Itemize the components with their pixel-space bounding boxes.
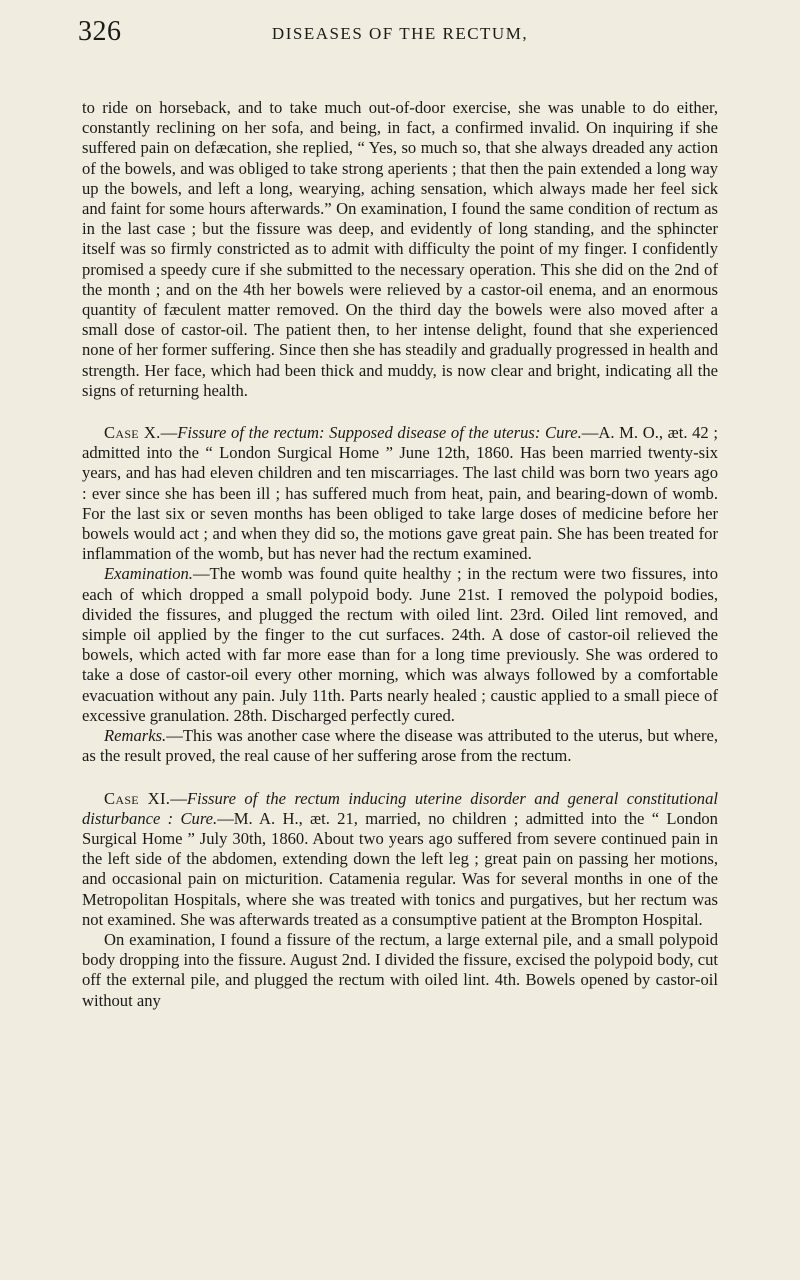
examination-label: Examination.	[104, 564, 193, 584]
case-x-text: —A. M. O., æt. 42 ; admitted into the “ London Surgical Home ” June 12th, 1860. Has been married twenty-six years, and has had eleven children and ten miscarriages. The last child was born two years ago : ever since she has been ill ; has suffered much from heat, pain, and bearing-down of womb. For the last six or seven months has been obliged to take large doses of medicine before her bowels would act ; and when they did so, the motions gave great pain. She has been treated for inflammation of the womb, but has never had the rectum examined.	[82, 423, 718, 564]
case-xi-label: Case XI.	[104, 788, 171, 808]
case-xi-text: —M. A. H., æt. 21, married, no children ; admitted into the “ London Surgical Home ” July 30th, 1860. About two years ago suffered from severe continued pain in the left side of the abdomen, extending down the left leg ; great pain on passing her motions, and occasional pain on micturition. Catamenia regular. Was for several months in one of the Metropolitan Hospitals, where she was treated with tonics and purgatives, but her rectum was not examined. She was afterwards treated as a consumptive patient at the Brompton Hospital.	[82, 808, 718, 929]
case-x-dash: —	[160, 423, 178, 443]
case-x-label: Case X.	[104, 423, 161, 443]
remarks-label: Remarks.	[104, 726, 167, 746]
page-number: 326	[78, 16, 122, 47]
examination-text: —The womb was found quite healthy ; in the rectum were two fissures, into each of which dropped a small polypoid body. June 21st. I removed the polypoid bodies, divided the fissures, and plugged the rectum with oiled lint. 23rd. Oiled lint removed, and simple oil applied by the finger to the cut surfaces. 24th. A dose of castor-oil relieved the bowels, which acted with far more ease than for a long time previously. She was ordered to take a dose of castor-oil every other morning, which was always followed by a comfortable evacuation without any pain. July 11th. Parts nearly healed ; caustic applied to a small piece of excessive granulation. 28th. Discharged perfectly cured.	[82, 564, 718, 725]
case-x-paragraph	[82, 423, 718, 564]
paragraph-continuation: to ride on horseback, and to take much out-of-door exercise, she was unable to do either, constantly reclining on her sofa, and being, in fact, a confirmed invalid. On inquiring if she suffered pain on defæcation, she replied, “ Yes, so much so, that she always dreaded any action of the bowels, and was obliged to take strong aperients ; that then the pain extended a long way up the bowels, and left a long, wearying, aching sensation, which always made her feel sick and faint for some hours afterwards.” On examination, I found the same condition of rectum as in the last case ; but the fissure was deep, and evidently of long standing, and the sphincter itself was so firmly constricted as to admit with difficulty the point of my finger. I confidently promised a speedy cure if she submitted to the necessary operation. This she did on the 2nd of the month ; and on the 4th her bowels were relieved by a castor-oil enema, and an enormous quantity of fæculent matter removed. On the third day the bowels were also moved after a small dose of castor-oil. The patient then, to her intense delight, found that she experienced none of her former suffering. Since then she has steadily and gradually progressed in health and strength. Her face, which had been thick and muddy, is now clear and bright, indicating all the signs of returning health.	[82, 98, 718, 400]
running-head	[78, 16, 718, 56]
case-xi-paragraph	[82, 789, 718, 930]
final-paragraph: On examination, I found a fissure of the rectum, a large external pile, and a small polypoid body dropping into the fissure. August 2nd. I divided the fissure, excised the polypoid body, cut off the external pile, and plugged the rectum with oiled lint. 4th. Bowels opened by castor-oil without any	[82, 929, 718, 1010]
case-x-title: Fissure of the rectum: Supposed disease of the uterus: Cure.	[177, 423, 582, 443]
case-xi-title: Fissure of the rectum inducing uterine disorder and general constitutional disturbance : Cure.	[82, 788, 719, 828]
running-title: DISEASES OF THE RECTUM,	[271, 24, 529, 43]
case-xi-dash: —	[170, 788, 187, 808]
body-text	[82, 98, 718, 1011]
examination-paragraph	[82, 564, 718, 726]
remarks-text: —This was another case where the disease was attributed to the uterus, but where, as the result proved, the real cause of her suffering arose from the rectum.	[82, 726, 718, 766]
remarks-paragraph	[82, 726, 718, 766]
